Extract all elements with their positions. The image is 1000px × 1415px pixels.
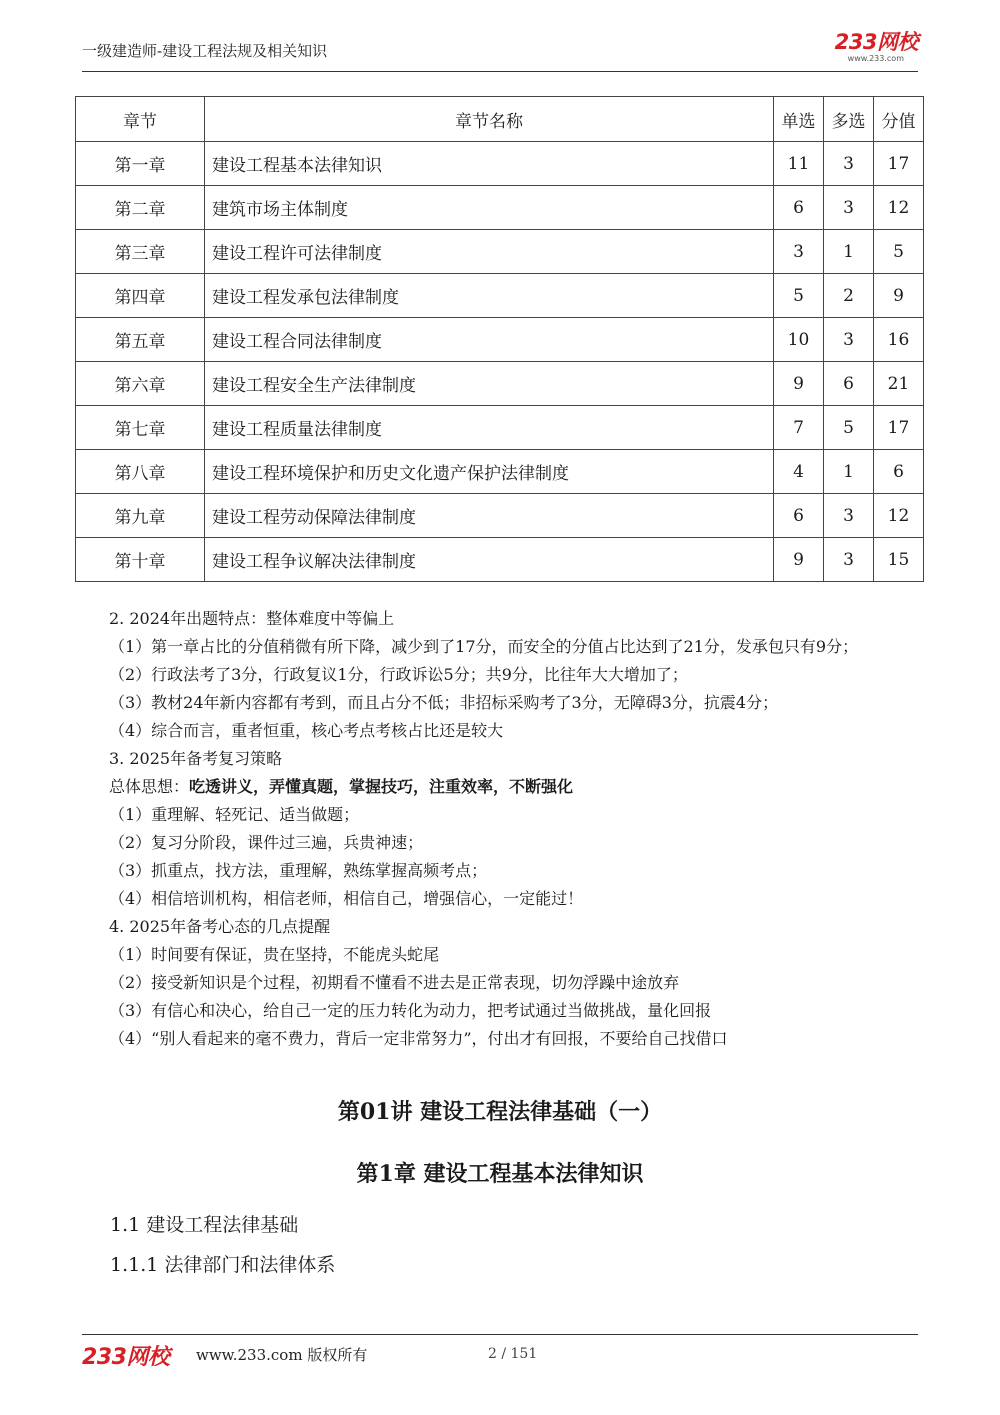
- section-2-item-3: （3）教材24年新内容都有考到，而且占分不低；非招标采购考了3分，无障碍3分，抗震4分；: [109, 693, 779, 712]
- cell-single: 9: [774, 538, 824, 582]
- section-3-item-2: （2）复习分阶段，课件过三遍，兵贵神速；: [109, 833, 424, 852]
- cell-single: 10: [774, 318, 824, 362]
- brand-logo[interactable]: [835, 30, 918, 63]
- footer-logo[interactable]: 233网校: [82, 1345, 170, 1370]
- cell-chapter: 第七章: [76, 406, 205, 450]
- col-header-chapter: 章节: [76, 97, 205, 142]
- section-4-item-2: （2）接受新知识是个过程，初期看不懂看不进去是正常表现，切勿浮躁中途放弃: [109, 973, 680, 992]
- thought-label: 总体思想：: [109, 777, 190, 796]
- chapter-title: 第1章 建设工程基本法律知识: [356, 1161, 644, 1187]
- cell-score: 17: [874, 142, 924, 186]
- cell-single: 9: [774, 362, 824, 406]
- cell-name: 建设工程环境保护和历史文化遗产保护法律制度: [205, 450, 774, 494]
- section-2-item-4: （4）综合而言，重者恒重，核心考点考核占比还是较大: [109, 721, 504, 740]
- table-row: [76, 538, 924, 582]
- section-4-item-4: （4）“别人看起来的毫不费力，背后一定非常努力”，付出才有回报，不要给自己找借口: [109, 1029, 728, 1048]
- logo-url: www.233.com: [847, 54, 904, 63]
- cell-score: 5: [874, 230, 924, 274]
- cell-multi: 3: [824, 318, 874, 362]
- cell-chapter: 第六章: [76, 362, 205, 406]
- cell-name: 建设工程争议解决法律制度: [205, 538, 774, 582]
- cell-chapter: 第十章: [76, 538, 205, 582]
- section-heading-1-1: 1.1 建设工程法律基础: [110, 1214, 299, 1236]
- cell-score: 12: [874, 494, 924, 538]
- header-divider: [82, 71, 918, 72]
- col-header-name: 章节名称: [205, 97, 774, 142]
- cell-chapter: 第二章: [76, 186, 205, 230]
- cell-chapter: 第三章: [76, 230, 205, 274]
- cell-name: 建设工程许可法律制度: [205, 230, 774, 274]
- cell-multi: 5: [824, 406, 874, 450]
- section-4-item-1: （1）时间要有保证，贵在坚持，不能虎头蛇尾: [109, 945, 440, 964]
- section-heading-1-1-1: 1.1.1 法律部门和法律体系: [110, 1254, 336, 1276]
- cell-score: 12: [874, 186, 924, 230]
- cell-single: 5: [774, 274, 824, 318]
- cell-multi: 6: [824, 362, 874, 406]
- table-row: [76, 406, 924, 450]
- table-row: [76, 362, 924, 406]
- cell-name: 建设工程基本法律知识: [205, 142, 774, 186]
- cell-name: 建筑市场主体制度: [205, 186, 774, 230]
- thought-emphasis: 吃透讲义，弄懂真题，掌握技巧，注重效率，不断强化: [189, 777, 574, 796]
- cell-score: 21: [874, 362, 924, 406]
- col-header-single: 单选: [774, 97, 824, 142]
- section-3-item-4: （4）相信培训机构，相信老师，相信自己，增强信心，一定能过！: [109, 889, 584, 908]
- section-3-heading: 3. 2025年备考复习策略: [109, 749, 283, 768]
- cell-multi: 2: [824, 274, 874, 318]
- footer-copyright: www.233.com 版权所有: [196, 1346, 368, 1364]
- section-4-heading: 4. 2025年备考心态的几点提醒: [109, 917, 331, 936]
- cell-single: 7: [774, 406, 824, 450]
- cell-chapter: 第九章: [76, 494, 205, 538]
- table-row: [76, 230, 924, 274]
- cell-score: 6: [874, 450, 924, 494]
- cell-chapter: 第四章: [76, 274, 205, 318]
- cell-chapter: 第一章: [76, 142, 205, 186]
- chapter-score-table: [75, 96, 924, 582]
- cell-multi: 1: [824, 450, 874, 494]
- cell-multi: 3: [824, 538, 874, 582]
- cell-name: 建设工程安全生产法律制度: [205, 362, 774, 406]
- cell-chapter: 第八章: [76, 450, 205, 494]
- overall-thought: [75, 773, 935, 801]
- section-2-item-2: （2）行政法考了3分，行政复议1分，行政诉讼5分；共9分，比往年大大增加了；: [109, 665, 688, 684]
- cell-name: 建设工程发承包法律制度: [205, 274, 774, 318]
- cell-multi: 3: [824, 142, 874, 186]
- cell-name: 建设工程合同法律制度: [205, 318, 774, 362]
- section-3-item-1: （1）重理解、轻死记、适当做题；: [109, 805, 360, 824]
- lecture-title: 第01讲 建设工程法律基础（一）: [337, 1099, 663, 1125]
- page-number: 2 / 151: [488, 1346, 538, 1362]
- body-content: [75, 605, 935, 1053]
- cell-score: 15: [874, 538, 924, 582]
- cell-score: 9: [874, 274, 924, 318]
- col-header-multi: 多选: [824, 97, 874, 142]
- cell-single: 6: [774, 494, 824, 538]
- table-row: [76, 450, 924, 494]
- section-2-heading: 2. 2024年出题特点：整体难度中等偏上: [109, 609, 395, 628]
- table-row: [76, 318, 924, 362]
- section-3-item-3: （3）抓重点，找方法，重理解，熟练掌握高频考点；: [109, 861, 488, 880]
- table-row: [76, 142, 924, 186]
- cell-name: 建设工程劳动保障法律制度: [205, 494, 774, 538]
- header-title: 一级建造师-建设工程法规及相关知识: [82, 42, 328, 60]
- cell-single: 4: [774, 450, 824, 494]
- cell-single: 11: [774, 142, 824, 186]
- section-4-item-3: （3）有信心和决心，给自己一定的压力转化为动力，把考试通过当做挑战，量化回报: [109, 1001, 712, 1020]
- cell-multi: 3: [824, 494, 874, 538]
- cell-name: 建设工程质量法律制度: [205, 406, 774, 450]
- logo-text: 233网校: [834, 30, 918, 54]
- table-row: [76, 494, 924, 538]
- table-row: [76, 274, 924, 318]
- cell-score: 17: [874, 406, 924, 450]
- footer-divider: [82, 1334, 918, 1335]
- col-header-score: 分值: [874, 97, 924, 142]
- table-row: [76, 186, 924, 230]
- cell-single: 3: [774, 230, 824, 274]
- cell-single: 6: [774, 186, 824, 230]
- cell-multi: 3: [824, 186, 874, 230]
- page-header: [82, 28, 918, 74]
- cell-chapter: 第五章: [76, 318, 205, 362]
- table-header-row: [76, 97, 924, 142]
- section-2-item-1: （1）第一章占比的分值稍微有所下降，减少到了17分，而安全的分值占比达到了21分，发承包只有9分；: [109, 637, 859, 656]
- cell-multi: 1: [824, 230, 874, 274]
- cell-score: 16: [874, 318, 924, 362]
